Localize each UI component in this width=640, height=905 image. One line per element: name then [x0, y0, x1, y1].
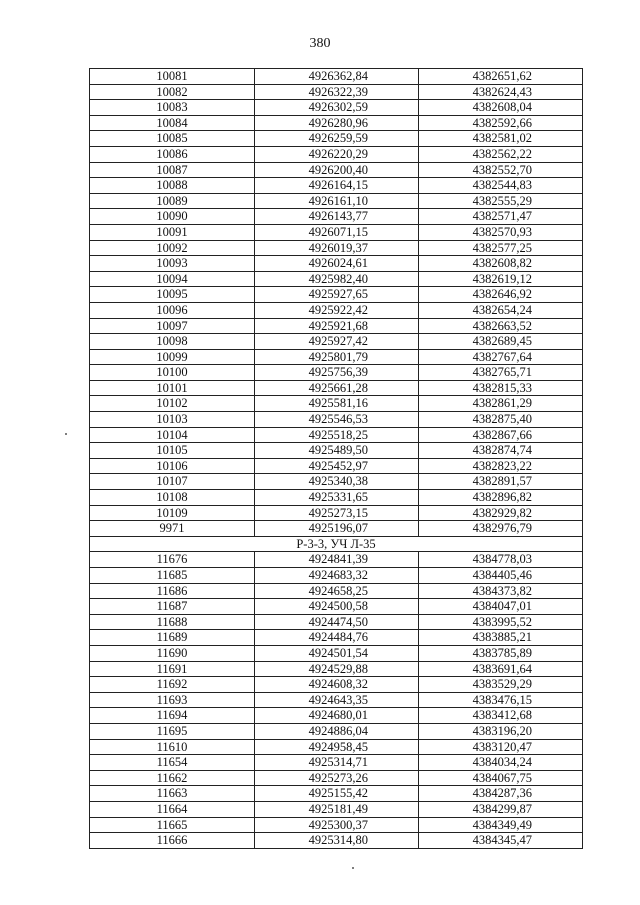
x-coordinate-cell: 4924643,35: [255, 692, 419, 708]
y-coordinate-cell: 4382689,45: [419, 334, 583, 350]
point-number-cell: 10098: [90, 334, 255, 350]
x-coordinate-cell: 4925273,15: [255, 505, 419, 521]
y-coordinate-cell: 4382874,74: [419, 443, 583, 459]
y-coordinate-cell: 4382646,92: [419, 287, 583, 303]
point-number-cell: 11654: [90, 755, 255, 771]
point-number-cell: 10101: [90, 380, 255, 396]
table-row: [90, 224, 583, 240]
table-row: [90, 583, 583, 599]
x-coordinate-cell: 4926220,29: [255, 146, 419, 162]
table-row: [90, 801, 583, 817]
table-row: [90, 380, 583, 396]
point-number-cell: 10093: [90, 256, 255, 272]
point-number-cell: 11610: [90, 739, 255, 755]
y-coordinate-cell: 4382765,71: [419, 365, 583, 381]
x-coordinate-cell: 4926302,59: [255, 100, 419, 116]
point-number-cell: 11676: [90, 552, 255, 568]
point-number-cell: 11663: [90, 786, 255, 802]
point-number-cell: 11691: [90, 661, 255, 677]
table-row: [90, 552, 583, 568]
x-coordinate-cell: 4926280,96: [255, 115, 419, 131]
table-row: [90, 786, 583, 802]
y-coordinate-cell: 4382654,24: [419, 302, 583, 318]
x-coordinate-cell: 4924658,25: [255, 583, 419, 599]
table-row: [90, 723, 583, 739]
x-coordinate-cell: 4925314,71: [255, 755, 419, 771]
y-coordinate-cell: 4384405,46: [419, 568, 583, 584]
point-number-cell: 10097: [90, 318, 255, 334]
y-coordinate-cell: 4382571,47: [419, 209, 583, 225]
point-number-cell: 10100: [90, 365, 255, 381]
table-row: [90, 490, 583, 506]
point-number-cell: 11665: [90, 817, 255, 833]
x-coordinate-cell: 4926259,59: [255, 131, 419, 147]
section-heading: Р-3-3, УЧ Л-35: [90, 536, 583, 552]
x-coordinate-cell: 4926143,77: [255, 209, 419, 225]
x-coordinate-cell: 4924484,76: [255, 630, 419, 646]
point-number-cell: 11693: [90, 692, 255, 708]
point-number-cell: 10083: [90, 100, 255, 116]
table-row: [90, 162, 583, 178]
point-number-cell: 10108: [90, 490, 255, 506]
page-number: 380: [309, 36, 331, 51]
point-number-cell: 10087: [90, 162, 255, 178]
x-coordinate-cell: 4926322,39: [255, 84, 419, 100]
point-number-cell: 11692: [90, 677, 255, 693]
y-coordinate-cell: 4382896,82: [419, 490, 583, 506]
y-coordinate-cell: 4384047,01: [419, 599, 583, 615]
x-coordinate-cell: 4926164,15: [255, 178, 419, 194]
point-number-cell: 10103: [90, 412, 255, 428]
x-coordinate-cell: 4926161,10: [255, 193, 419, 209]
y-coordinate-cell: 4384349,49: [419, 817, 583, 833]
y-coordinate-cell: 4383476,15: [419, 692, 583, 708]
section-heading-group: [90, 536, 583, 552]
x-coordinate-cell: 4924958,45: [255, 739, 419, 755]
table-row: [90, 505, 583, 521]
x-coordinate-cell: 4925314,80: [255, 833, 419, 849]
x-coordinate-cell: 4925982,40: [255, 271, 419, 287]
point-number-cell: 10095: [90, 287, 255, 303]
point-number-cell: 11688: [90, 614, 255, 630]
table-row: [90, 427, 583, 443]
x-coordinate-cell: 4926024,61: [255, 256, 419, 272]
y-coordinate-cell: 4382624,43: [419, 84, 583, 100]
point-number-cell: 11695: [90, 723, 255, 739]
y-coordinate-cell: 4382891,57: [419, 474, 583, 490]
x-coordinate-cell: 4924683,32: [255, 568, 419, 584]
x-coordinate-cell: 4925581,16: [255, 396, 419, 412]
x-coordinate-cell: 4926362,84: [255, 69, 419, 85]
y-coordinate-cell: 4382555,29: [419, 193, 583, 209]
table-row: [90, 474, 583, 490]
x-coordinate-cell: 4925196,07: [255, 521, 419, 537]
point-number-cell: 10086: [90, 146, 255, 162]
y-coordinate-cell: 4383529,29: [419, 677, 583, 693]
x-coordinate-cell: 4924474,50: [255, 614, 419, 630]
x-coordinate-cell: 4925801,79: [255, 349, 419, 365]
table-row: [90, 599, 583, 615]
x-coordinate-cell: 4926019,37: [255, 240, 419, 256]
table-row: [90, 568, 583, 584]
table-row: [90, 677, 583, 693]
section-heading-row: [90, 536, 583, 552]
y-coordinate-cell: 4383120,47: [419, 739, 583, 755]
point-number-cell: 11666: [90, 833, 255, 849]
y-coordinate-cell: 4382619,12: [419, 271, 583, 287]
point-number-cell: 10092: [90, 240, 255, 256]
y-coordinate-cell: 4382581,02: [419, 131, 583, 147]
point-number-cell: 10106: [90, 458, 255, 474]
point-number-cell: 10107: [90, 474, 255, 490]
table-row: [90, 271, 583, 287]
x-coordinate-cell: 4925756,39: [255, 365, 419, 381]
y-coordinate-cell: 4383885,21: [419, 630, 583, 646]
x-coordinate-cell: 4925921,68: [255, 318, 419, 334]
x-coordinate-cell: 4924529,88: [255, 661, 419, 677]
y-coordinate-cell: 4382552,70: [419, 162, 583, 178]
point-number-cell: 10088: [90, 178, 255, 194]
y-coordinate-cell: 4384373,82: [419, 583, 583, 599]
y-coordinate-cell: 4382815,33: [419, 380, 583, 396]
table-row: [90, 256, 583, 272]
table-row: [90, 458, 583, 474]
y-coordinate-cell: 4382608,82: [419, 256, 583, 272]
point-number-cell: 11664: [90, 801, 255, 817]
table-row: [90, 396, 583, 412]
point-number-cell: 9971: [90, 521, 255, 537]
x-coordinate-cell: 4925331,65: [255, 490, 419, 506]
table-row: [90, 817, 583, 833]
table-row: [90, 131, 583, 147]
y-coordinate-cell: 4382608,04: [419, 100, 583, 116]
point-number-cell: 11690: [90, 645, 255, 661]
y-coordinate-cell: 4382875,40: [419, 412, 583, 428]
table-row: [90, 146, 583, 162]
table-row: [90, 69, 583, 85]
y-coordinate-cell: 4383785,89: [419, 645, 583, 661]
table-row: [90, 661, 583, 677]
table-row: [90, 209, 583, 225]
table-row: [90, 240, 583, 256]
x-coordinate-cell: 4925661,28: [255, 380, 419, 396]
x-coordinate-cell: 4925922,42: [255, 302, 419, 318]
y-coordinate-cell: 4382570,93: [419, 224, 583, 240]
table-row: [90, 692, 583, 708]
table-row: [90, 349, 583, 365]
x-coordinate-cell: 4925518,25: [255, 427, 419, 443]
y-coordinate-cell: 4382544,83: [419, 178, 583, 194]
table-row: [90, 645, 583, 661]
x-coordinate-cell: 4924886,04: [255, 723, 419, 739]
x-coordinate-cell: 4925300,37: [255, 817, 419, 833]
x-coordinate-cell: 4925452,97: [255, 458, 419, 474]
table-row: [90, 84, 583, 100]
y-coordinate-cell: 4382823,22: [419, 458, 583, 474]
x-coordinate-cell: 4924608,32: [255, 677, 419, 693]
y-coordinate-cell: 4382861,29: [419, 396, 583, 412]
scan-speck: [65, 433, 67, 435]
y-coordinate-cell: 4383691,64: [419, 661, 583, 677]
table-body-bottom: [90, 552, 583, 848]
y-coordinate-cell: 4382663,52: [419, 318, 583, 334]
y-coordinate-cell: 4382976,79: [419, 521, 583, 537]
y-coordinate-cell: 4382592,66: [419, 115, 583, 131]
table-row: [90, 334, 583, 350]
table-row: [90, 833, 583, 849]
coordinates-table: [89, 68, 583, 849]
x-coordinate-cell: 4924500,58: [255, 599, 419, 615]
x-coordinate-cell: 4925927,65: [255, 287, 419, 303]
table-row: [90, 708, 583, 724]
x-coordinate-cell: 4925546,53: [255, 412, 419, 428]
y-coordinate-cell: 4384345,47: [419, 833, 583, 849]
table-row: [90, 365, 583, 381]
point-number-cell: 10082: [90, 84, 255, 100]
y-coordinate-cell: 4382651,62: [419, 69, 583, 85]
y-coordinate-cell: 4382767,64: [419, 349, 583, 365]
y-coordinate-cell: 4383412,68: [419, 708, 583, 724]
y-coordinate-cell: 4384299,87: [419, 801, 583, 817]
scan-speck: [352, 867, 354, 869]
y-coordinate-cell: 4382577,25: [419, 240, 583, 256]
table-row: [90, 630, 583, 646]
x-coordinate-cell: 4926071,15: [255, 224, 419, 240]
x-coordinate-cell: 4924501,54: [255, 645, 419, 661]
x-coordinate-cell: 4926200,40: [255, 162, 419, 178]
point-number-cell: 11694: [90, 708, 255, 724]
point-number-cell: 10085: [90, 131, 255, 147]
point-number-cell: 10104: [90, 427, 255, 443]
point-number-cell: 10099: [90, 349, 255, 365]
point-number-cell: 11686: [90, 583, 255, 599]
point-number-cell: 10081: [90, 69, 255, 85]
table-row: [90, 755, 583, 771]
x-coordinate-cell: 4925181,49: [255, 801, 419, 817]
x-coordinate-cell: 4925273,26: [255, 770, 419, 786]
table-row: [90, 302, 583, 318]
y-coordinate-cell: 4382929,82: [419, 505, 583, 521]
point-number-cell: 10090: [90, 209, 255, 225]
point-number-cell: 11662: [90, 770, 255, 786]
table-row: [90, 178, 583, 194]
x-coordinate-cell: 4925340,38: [255, 474, 419, 490]
x-coordinate-cell: 4925927,42: [255, 334, 419, 350]
point-number-cell: 10105: [90, 443, 255, 459]
y-coordinate-cell: 4384287,36: [419, 786, 583, 802]
table-row: [90, 739, 583, 755]
table-row: [90, 100, 583, 116]
table-row: [90, 521, 583, 537]
table-row: [90, 318, 583, 334]
y-coordinate-cell: 4384778,03: [419, 552, 583, 568]
point-number-cell: 10091: [90, 224, 255, 240]
x-coordinate-cell: 4925155,42: [255, 786, 419, 802]
y-coordinate-cell: 4382867,66: [419, 427, 583, 443]
point-number-cell: 10094: [90, 271, 255, 287]
point-number-cell: 10089: [90, 193, 255, 209]
table-row: [90, 193, 583, 209]
y-coordinate-cell: 4383196,20: [419, 723, 583, 739]
table-row: [90, 770, 583, 786]
point-number-cell: 10096: [90, 302, 255, 318]
x-coordinate-cell: 4924841,39: [255, 552, 419, 568]
point-number-cell: 11687: [90, 599, 255, 615]
table-row: [90, 443, 583, 459]
point-number-cell: 10084: [90, 115, 255, 131]
x-coordinate-cell: 4925489,50: [255, 443, 419, 459]
point-number-cell: 10102: [90, 396, 255, 412]
y-coordinate-cell: 4384034,24: [419, 755, 583, 771]
point-number-cell: 11689: [90, 630, 255, 646]
point-number-cell: 10109: [90, 505, 255, 521]
table-row: [90, 115, 583, 131]
table-row: [90, 412, 583, 428]
y-coordinate-cell: 4382562,22: [419, 146, 583, 162]
point-number-cell: 11685: [90, 568, 255, 584]
table-row: [90, 614, 583, 630]
x-coordinate-cell: 4924680,01: [255, 708, 419, 724]
y-coordinate-cell: 4384067,75: [419, 770, 583, 786]
table-body-top: [90, 69, 583, 537]
y-coordinate-cell: 4383995,52: [419, 614, 583, 630]
table-row: [90, 287, 583, 303]
